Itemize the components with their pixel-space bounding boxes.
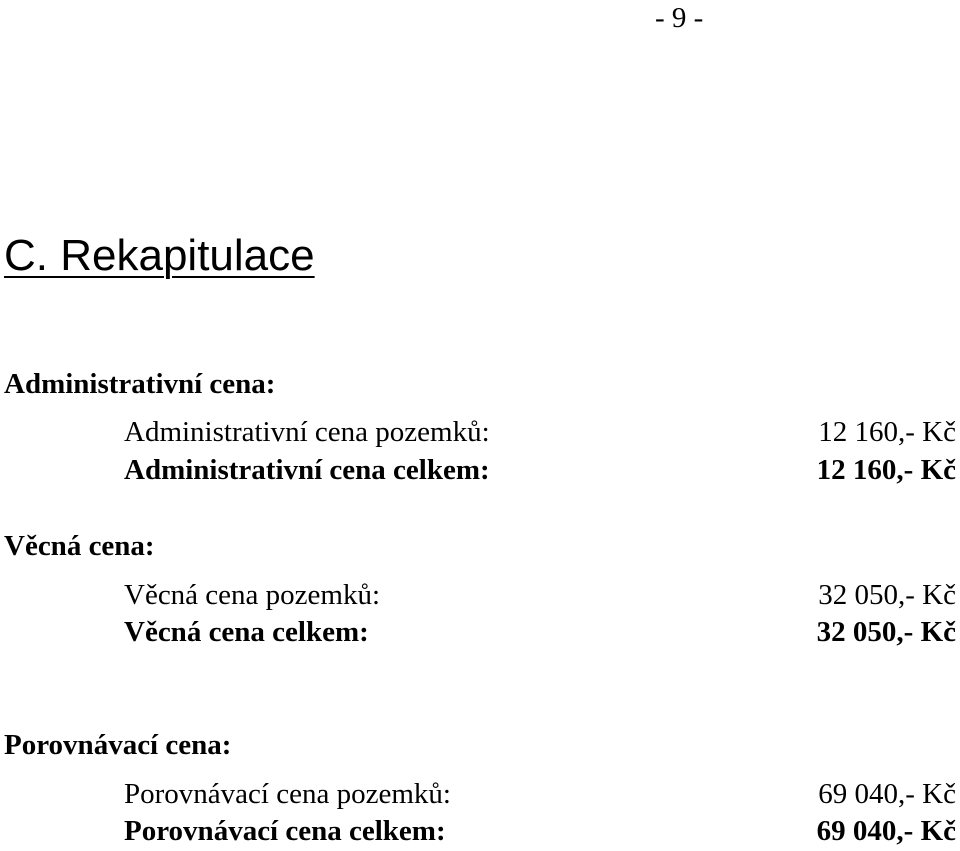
row-value-vecna-celkem: 32 050,- Kč xyxy=(816,616,956,648)
row-label-administrativni-celkem: Administrativní cena celkem: xyxy=(124,454,490,486)
row-label-porovnavaci-pozemku: Porovnávací cena pozemků: xyxy=(124,778,451,810)
row-value-vecna-pozemku: 32 050,- Kč xyxy=(818,579,956,611)
row-value-administrativni-pozemku: 12 160,- Kč xyxy=(818,416,956,448)
section-heading: C. Rekapitulace xyxy=(4,231,315,280)
page-number: - 9 - xyxy=(655,2,704,34)
group-title-administrativni: Administrativní cena: xyxy=(4,368,276,400)
row-label-administrativni-pozemku: Administrativní cena pozemků: xyxy=(124,416,490,448)
group-title-porovnavaci: Porovnávací cena: xyxy=(4,729,232,761)
group-title-vecna: Věcná cena: xyxy=(4,530,155,562)
row-label-porovnavaci-celkem: Porovnávací cena celkem: xyxy=(124,815,446,847)
row-label-vecna-celkem: Věcná cena celkem: xyxy=(124,616,369,648)
row-value-administrativni-celkem: 12 160,- Kč xyxy=(816,454,956,486)
row-label-vecna-pozemku: Věcná cena pozemků: xyxy=(124,579,381,611)
row-value-porovnavaci-pozemku: 69 040,- Kč xyxy=(818,778,956,810)
row-value-porovnavaci-celkem: 69 040,- Kč xyxy=(816,815,956,847)
